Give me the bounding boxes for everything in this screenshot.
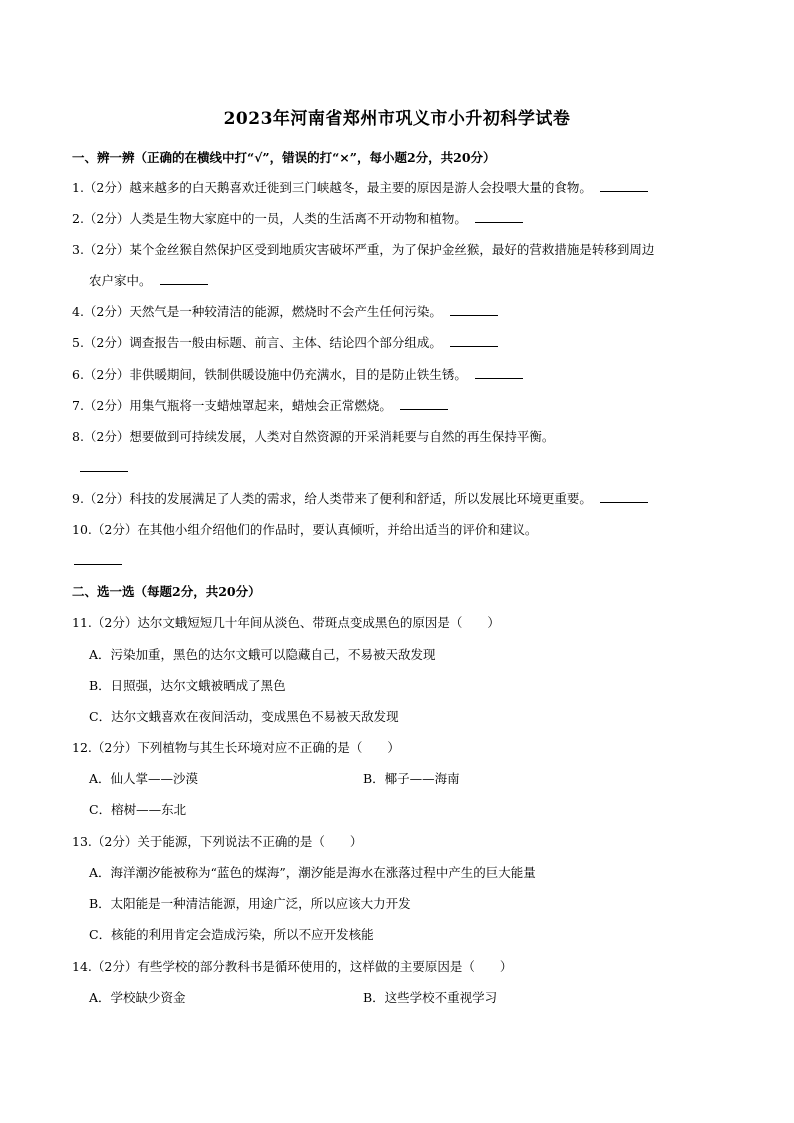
answer-blank[interactable] xyxy=(400,398,448,410)
answer-blank[interactable] xyxy=(74,563,122,565)
answer-blank[interactable] xyxy=(160,273,208,285)
option-13-c[interactable]: C．核能的利用肯定会造成污染，所以不应开发核能 xyxy=(89,927,374,942)
answer-blank[interactable] xyxy=(475,211,523,223)
choice-question-14: 14.（2分）有些学校的部分教科书是循环使用的，这样做的主要原因是（ ） xyxy=(72,959,513,974)
answer-blank[interactable] xyxy=(80,470,128,472)
option-11-a[interactable]: A．污染加重，黑色的达尔文蛾可以隐藏自己，不易被天敌发现 xyxy=(89,647,436,662)
option-12-a[interactable]: A．仙人掌——沙漠 xyxy=(89,771,199,786)
answer-blank[interactable] xyxy=(475,367,523,379)
judge-question-8: 8.（2分）想要做到可持续发展，人类对自然资源的开采消耗要与自然的再生保持平衡。 xyxy=(72,429,555,444)
choice-question-13: 13.（2分）关于能源，下列说法不正确的是（ ） xyxy=(72,834,363,849)
option-12-b[interactable]: B．椰子——海南 xyxy=(363,771,460,786)
judge-question-10: 10.（2分）在其他小组介绍他们的作品时，要认真倾听，并给出适当的评价和建议。 xyxy=(72,522,538,537)
judge-question-9: 9.（2分）科技的发展满足了人类的需求，给人类带来了便利和舒适，所以发展比环境更重要。 xyxy=(72,489,648,507)
answer-blank[interactable] xyxy=(600,491,648,503)
choice-question-12: 12.（2分）下列植物与其生长环境对应不正确的是（ ） xyxy=(72,740,400,755)
judge-question-5: 5.（2分）调查报告一般由标题、前言、主体、结论四个部分组成。 xyxy=(72,333,498,351)
option-11-b[interactable]: B．日照强，达尔文蛾被晒成了黑色 xyxy=(89,678,286,693)
option-13-a[interactable]: A．海洋潮汐能被称为“蓝色的煤海”，潮汐能是海水在涨落过程中产生的巨大能量 xyxy=(89,865,536,880)
choice-question-11: 11.（2分）达尔文蛾短短几十年间从淡色、带斑点变成黑色的原因是（ ） xyxy=(72,615,500,630)
judge-question-3: 3.（2分）某个金丝猴自然保护区受到地质灾害破坏严重，为了保护金丝猴，最好的营救措施是转移到周边 xyxy=(72,242,655,257)
section-heading-judge: 一、辨一辨（正确的在横线中打“√”，错误的打“×”，每小题2分，共20分） xyxy=(72,150,496,165)
judge-question-1: 1.（2分）越来越多的白天鹅喜欢迁徙到三门峡越冬，最主要的原因是游人会投喂大量的食物。 xyxy=(72,178,648,196)
judge-question-6: 6.（2分）非供暖期间，铁制供暖设施中仍充满水，目的是防止铁生锈。 xyxy=(72,365,523,383)
judge-question-7: 7.（2分）用集气瓶将一支蜡烛罩起来，蜡烛会正常燃烧。 xyxy=(72,396,448,414)
judge-question-2: 2.（2分）人类是生物大家庭中的一员，人类的生活离不开动物和植物。 xyxy=(72,209,523,227)
answer-blank[interactable] xyxy=(600,180,648,192)
answer-blank[interactable] xyxy=(450,335,498,347)
option-13-b[interactable]: B．太阳能是一种清洁能源，用途广泛，所以应该大力开发 xyxy=(89,896,411,911)
section-heading-choice: 二、选一选（每题2分，共20分） xyxy=(72,584,261,599)
option-12-c[interactable]: C．榕树——东北 xyxy=(89,802,187,817)
option-11-c[interactable]: C．达尔文蛾喜欢在夜间活动，变成黑色不易被天敌发现 xyxy=(89,709,399,724)
answer-blank[interactable] xyxy=(450,304,498,316)
judge-question-4: 4.（2分）天然气是一种较清洁的能源，燃烧时不会产生任何污染。 xyxy=(72,302,498,320)
option-14-a[interactable]: A．学校缺少资金 xyxy=(89,990,186,1005)
page-title: 2023年河南省郑州市巩义市小升初科学试卷 xyxy=(223,109,571,129)
option-14-b[interactable]: B．这些学校不重视学习 xyxy=(363,990,498,1005)
judge-question-3-cont: 农户家中。 xyxy=(89,271,208,289)
